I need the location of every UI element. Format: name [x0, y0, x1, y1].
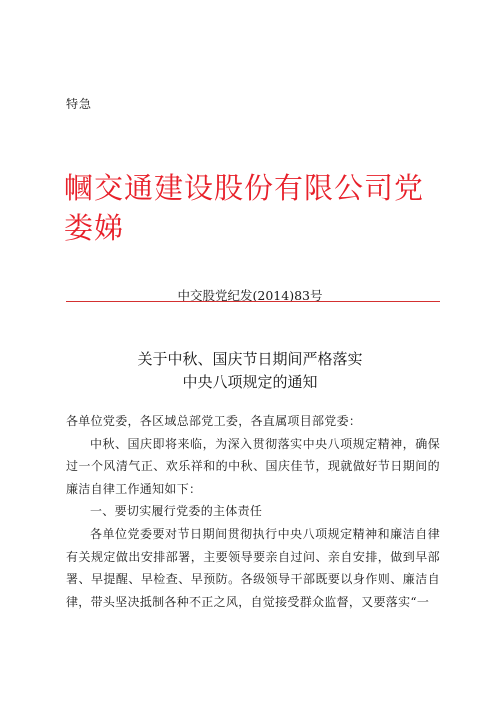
document-number: 中交股党纪发(2014)83号 — [177, 288, 323, 303]
masthead-title-line-2: 娄娣 — [64, 211, 125, 245]
notice-title-line-1: 关于中秋、国庆节日期间严格落实 — [137, 350, 363, 368]
urgency-label: 特急 — [66, 97, 93, 111]
addressees: 各单位党委，各区域总部党工委，各直属项目部党委： — [66, 414, 362, 428]
intro-paragraph: 中秋、国庆即将来临，为深入贯彻落实中央八项规定精神，确保过一个风清气正、欢乐祥和的中秋、国庆佳节，现就做好节日期间的廉洁自律工作通知如下： — [66, 436, 440, 496]
masthead-title-line-1: 幗交通建设股份有限公司党 — [64, 171, 425, 205]
notice-title-line-2: 中央八项规定的通知 — [182, 373, 318, 391]
section-paragraph: 各单位党委要对节日期间贯彻执行中央八项规定精神和廉洁自律有关规定做出安排部署，主要领导要亲自过问、亲自安排，做到早部署、早提醒、早检查、早预防。各级领导干部既要以身作则、廉洁自律，带头坚决抵制各种不正之风，自觉接受群众监督，又要落实“一 — [66, 526, 440, 609]
notice-body — [66, 410, 440, 613]
masthead-title — [64, 168, 444, 248]
red-divider — [66, 301, 440, 302]
notice-title — [0, 348, 500, 394]
section-heading: 一、要切实履行党委的主体责任 — [90, 504, 263, 519]
